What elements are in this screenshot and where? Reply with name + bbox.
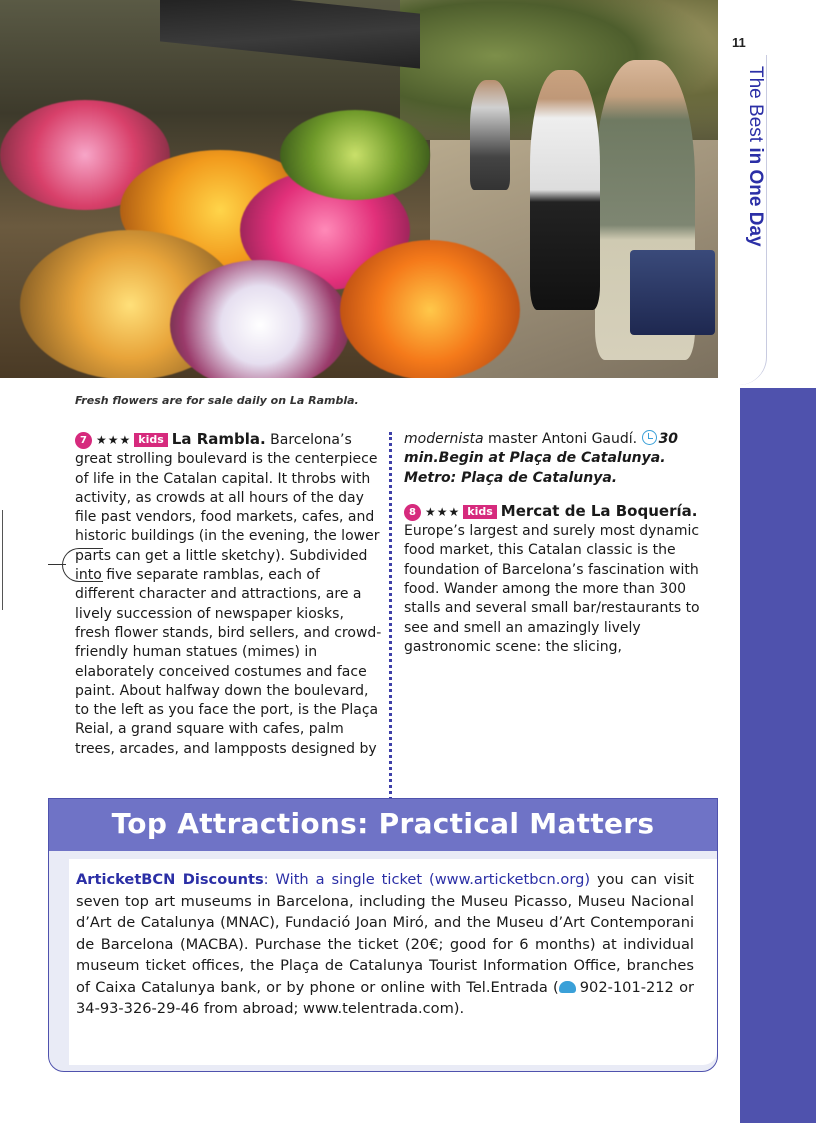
box-phone-text: 902-101-212 or 34-93-326-29-46 from abroad; www.telentrada.com). [76,978,694,1017]
entry-text-end: master Antoni Gaudí. [483,431,642,447]
photo-person-3 [470,80,510,190]
photo-flowers-6 [340,240,520,378]
entry-text-italic: modernista [404,431,484,447]
entry-number-badge: 7 [75,432,92,449]
photo-awning [160,0,420,69]
entry-mercat-boqueria [404,502,709,657]
entry-text: Barcelona’s great strolling boulevard is the centerpiece of life in the Catalan capital. It throbs with activity, as crowds at all hours of the day file past vendors, food markets, cafes, and historic buildings (in the evening, the lower parts can get a little sketchy). Subdivided into five separate ramblas, each of different character and attractions, are a lively succession of newspaper kiosks, fresh flower stands, bird sellers, and crowd-friendly human statues (mimes) in elaborately conceived costumes and face paint. About halfway down the boulevard, to the left as you face the port, is the Plaça Reial, a grand square with cafes, palm trees, arcades, and lampposts designed by [75,432,382,757]
flower-market-photo [0,0,718,378]
photo-shopping-bag [630,250,715,335]
photo-flowers-7 [280,110,430,200]
right-column-flow [404,430,709,657]
clock-icon [642,430,657,445]
entry-title: La Rambla. [171,430,266,448]
chapter-tab-label-plain: The Best [745,66,766,148]
entry-gap [404,488,709,502]
entry-duration: 30 min. [404,431,679,467]
column-divider [389,432,392,800]
phone-icon [559,981,576,993]
entry-la-rambla [75,430,383,759]
margin-mark [2,510,3,610]
side-color-bar [740,388,816,1123]
box-lead-bold: ArticketBCN Discounts [76,871,264,888]
entry-right-column [404,430,709,657]
entry-number-badge: 8 [404,504,421,521]
page-number: 11 [732,35,746,50]
star-rating: ★★★ [96,433,132,447]
kids-badge: kids [463,505,497,519]
star-rating: ★★★ [425,504,461,519]
box-body [76,869,694,1020]
entry-text: Europe’s largest and surely most dynamic food market, this Catalan classic is the foundation of Barcelona’s fascination with food. Wander among the more than 300 stalls and several small bar/restaurants to see and smell an amazingly lively gastronomic scene: the slicing, [404,523,700,655]
box-lead-rest: : With a single ticket (www.articketbcn.org) [263,871,591,888]
photo-caption: Fresh flowers are for sale daily on La Rambla. [75,394,359,407]
box-title: Top Attractions: Practical Matters [111,807,655,840]
chapter-tab-label-bold: in One Day [745,147,766,247]
photo-person-2 [530,70,600,310]
chapter-tab-label [744,66,766,247]
entry-title: Mercat de La Boquería. [500,501,698,520]
entry-directions: Begin at Plaça de Catalunya. Metro: Plaça de Catalunya. [404,450,666,486]
box-body-text: you can visit seven top art museums in Barcelona, including the Museu Picasso, Museu Nacional d’Art de Catalunya (MNAC), Fundació Joan Miró, and the Museu d’Art Contemporani de Barcelona (MACBA). Purchase the ticket (20€; good for 6 months) at individual museum ticket offices, the Plaça de Catalunya Tourist Information Office, branches of Caixa Catalunya bank, or by phone or online with Tel.Entrada ( [76,871,694,996]
practical-matters-box [48,798,718,1072]
photo-flowers-5 [170,260,350,378]
kids-badge: kids [134,433,168,447]
